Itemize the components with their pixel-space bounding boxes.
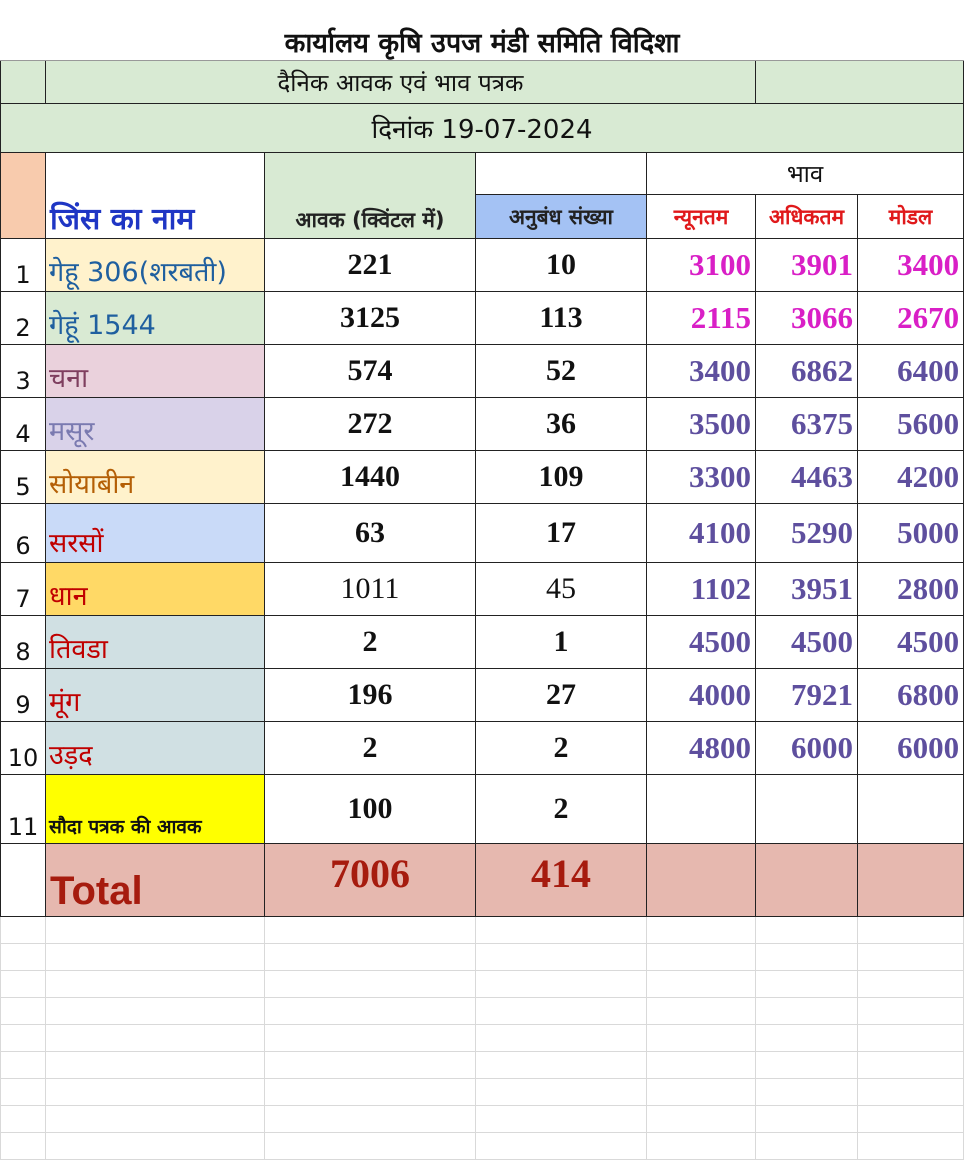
total-arrival: 7006 <box>265 844 476 917</box>
row-number: 5 <box>1 451 46 504</box>
sauda-contracts-value: 2 <box>476 775 647 844</box>
max-price: 6862 <box>756 345 858 398</box>
empty-cell <box>756 1025 858 1052</box>
empty-cell <box>1 998 46 1025</box>
table-row <box>1 669 964 722</box>
cell <box>647 775 756 844</box>
empty-grid-row <box>1 1052 964 1079</box>
cell <box>647 844 756 917</box>
empty-cell <box>46 917 265 944</box>
empty-cell <box>647 1025 756 1052</box>
empty-cell <box>756 1079 858 1106</box>
modal-price: 3400 <box>858 239 964 292</box>
cell <box>1 61 46 104</box>
empty-grid-row <box>1 1079 964 1106</box>
empty-cell <box>265 1025 476 1052</box>
min-price: 4000 <box>647 669 756 722</box>
total-label: Total <box>46 844 265 917</box>
arrival-value: 272 <box>265 398 476 451</box>
table-row <box>1 239 964 292</box>
table-row <box>1 398 964 451</box>
contracts-value: 109 <box>476 451 647 504</box>
arrival-header: आवक (क्विंटल में) <box>265 153 476 239</box>
empty-cell <box>1 1106 46 1133</box>
modal-price: 5600 <box>858 398 964 451</box>
cell <box>756 61 964 104</box>
cell <box>476 153 647 195</box>
sauda-arrival-value: 100 <box>265 775 476 844</box>
arrival-value: 574 <box>265 345 476 398</box>
min-price: 3400 <box>647 345 756 398</box>
row-number: 6 <box>1 504 46 563</box>
empty-cell <box>1 944 46 971</box>
contracts-header: अनुबंध संख्या <box>476 195 647 239</box>
empty-grid-row <box>1 1106 964 1133</box>
subtitle: दैनिक आवक एवं भाव पत्रक <box>46 61 756 104</box>
empty-cell <box>46 1106 265 1133</box>
empty-cell <box>265 1106 476 1133</box>
empty-cell <box>858 1052 964 1079</box>
empty-grid-row <box>1 917 964 944</box>
max-price: 3951 <box>756 563 858 616</box>
row-number: 3 <box>1 345 46 398</box>
crop-name: उड़द <box>46 722 265 775</box>
empty-cell <box>756 1106 858 1133</box>
max-price: 6375 <box>756 398 858 451</box>
empty-cell <box>476 1025 647 1052</box>
empty-cell <box>647 1106 756 1133</box>
name-header: जिंस का नाम <box>46 153 265 239</box>
empty-cell <box>46 1052 265 1079</box>
row-number: 1 <box>1 239 46 292</box>
crop-name: मूंग <box>46 669 265 722</box>
contracts-value: 10 <box>476 239 647 292</box>
empty-cell <box>476 1079 647 1106</box>
arrival-value: 2 <box>265 616 476 669</box>
table-row <box>1 504 964 563</box>
row-number: 2 <box>1 292 46 345</box>
max-price: 6000 <box>756 722 858 775</box>
empty-cell <box>756 998 858 1025</box>
arrival-value: 221 <box>265 239 476 292</box>
contracts-value: 45 <box>476 563 647 616</box>
row-number: 4 <box>1 398 46 451</box>
max-price: 3066 <box>756 292 858 345</box>
empty-cell <box>1 1052 46 1079</box>
empty-cell <box>46 944 265 971</box>
min-price-header: न्यूनतम <box>647 195 756 239</box>
max-price-header: अधिकतम <box>756 195 858 239</box>
empty-cell <box>265 1052 476 1079</box>
empty-cell <box>1 917 46 944</box>
empty-cell <box>46 971 265 998</box>
empty-cell <box>46 1079 265 1106</box>
empty-grid-row <box>1 944 964 971</box>
empty-cell <box>647 944 756 971</box>
empty-cell <box>858 998 964 1025</box>
empty-cell <box>46 998 265 1025</box>
empty-cell <box>858 1079 964 1106</box>
crop-name: मसूर <box>46 398 265 451</box>
empty-cell <box>647 1052 756 1079</box>
empty-cell <box>647 1133 756 1160</box>
empty-cell <box>265 1079 476 1106</box>
empty-grid-row <box>1 998 964 1025</box>
empty-cell <box>1 1133 46 1160</box>
min-price: 4100 <box>647 504 756 563</box>
table-row <box>1 345 964 398</box>
crop-name: गेहूं 1544 <box>46 292 265 345</box>
price-group-header: भाव <box>647 153 964 195</box>
min-price: 2115 <box>647 292 756 345</box>
empty-cell <box>476 971 647 998</box>
modal-price-header: मोडल <box>858 195 964 239</box>
table-row <box>1 616 964 669</box>
sn-header-cell <box>1 153 46 239</box>
empty-cell <box>756 944 858 971</box>
row-number: 7 <box>1 563 46 616</box>
table-row <box>1 722 964 775</box>
contracts-value: 17 <box>476 504 647 563</box>
cell <box>1 844 46 917</box>
cell <box>756 844 858 917</box>
report-date: दिनांक 19-07-2024 <box>1 104 964 153</box>
max-price: 3901 <box>756 239 858 292</box>
min-price: 3100 <box>647 239 756 292</box>
empty-cell <box>265 944 476 971</box>
contracts-value: 36 <box>476 398 647 451</box>
row-number: 8 <box>1 616 46 669</box>
empty-grid-row <box>1 971 964 998</box>
empty-cell <box>265 917 476 944</box>
empty-cell <box>265 1133 476 1160</box>
empty-cell <box>265 971 476 998</box>
modal-price: 4500 <box>858 616 964 669</box>
office-title: कार्यालय कृषि उपज मंडी समिति विदिशा <box>1 0 964 61</box>
empty-cell <box>647 971 756 998</box>
empty-cell <box>46 1133 265 1160</box>
empty-cell <box>265 998 476 1025</box>
arrival-value: 1440 <box>265 451 476 504</box>
max-price: 4500 <box>756 616 858 669</box>
arrival-value: 1011 <box>265 563 476 616</box>
empty-cell <box>756 971 858 998</box>
empty-cell <box>858 971 964 998</box>
modal-price: 6400 <box>858 345 964 398</box>
modal-price: 2670 <box>858 292 964 345</box>
empty-cell <box>647 1079 756 1106</box>
contracts-value: 1 <box>476 616 647 669</box>
min-price: 3500 <box>647 398 756 451</box>
contracts-value: 27 <box>476 669 647 722</box>
crop-name: सरसों <box>46 504 265 563</box>
min-price: 4800 <box>647 722 756 775</box>
total-contracts: 414 <box>476 844 647 917</box>
empty-grid-row <box>1 1025 964 1052</box>
crop-name: सोयाबीन <box>46 451 265 504</box>
empty-cell <box>1 1079 46 1106</box>
empty-cell <box>858 1025 964 1052</box>
arrival-value: 2 <box>265 722 476 775</box>
row-number: 10 <box>1 722 46 775</box>
max-price: 5290 <box>756 504 858 563</box>
crop-name: तिवडा <box>46 616 265 669</box>
empty-cell <box>476 998 647 1025</box>
empty-cell <box>46 1025 265 1052</box>
row-number: 9 <box>1 669 46 722</box>
empty-cell <box>476 1106 647 1133</box>
sauda-arrival-label: सौदा पत्रक की आवक <box>46 775 265 844</box>
arrival-value: 63 <box>265 504 476 563</box>
cell <box>858 844 964 917</box>
empty-cell <box>647 917 756 944</box>
empty-cell <box>1 971 46 998</box>
max-price: 7921 <box>756 669 858 722</box>
empty-cell <box>647 998 756 1025</box>
empty-grid-row <box>1 1133 964 1160</box>
empty-cell <box>1 1025 46 1052</box>
empty-cell <box>756 917 858 944</box>
crop-name: धान <box>46 563 265 616</box>
max-price: 4463 <box>756 451 858 504</box>
table-row <box>1 451 964 504</box>
modal-price: 4200 <box>858 451 964 504</box>
arrival-value: 196 <box>265 669 476 722</box>
empty-cell <box>858 917 964 944</box>
empty-cell <box>476 1133 647 1160</box>
table-row <box>1 292 964 345</box>
empty-cell <box>858 1133 964 1160</box>
cell <box>858 775 964 844</box>
crop-name: गेहू 306(शरबती) <box>46 239 265 292</box>
row-number: 11 <box>1 775 46 844</box>
empty-cell <box>476 1052 647 1079</box>
empty-cell <box>858 1106 964 1133</box>
table-row <box>1 563 964 616</box>
modal-price: 2800 <box>858 563 964 616</box>
empty-cell <box>756 1052 858 1079</box>
contracts-value: 52 <box>476 345 647 398</box>
min-price: 3300 <box>647 451 756 504</box>
contracts-value: 113 <box>476 292 647 345</box>
cell <box>756 775 858 844</box>
min-price: 4500 <box>647 616 756 669</box>
modal-price: 6800 <box>858 669 964 722</box>
empty-cell <box>476 917 647 944</box>
contracts-value: 2 <box>476 722 647 775</box>
modal-price: 5000 <box>858 504 964 563</box>
arrival-value: 3125 <box>265 292 476 345</box>
empty-cell <box>476 944 647 971</box>
empty-cell <box>756 1133 858 1160</box>
min-price: 1102 <box>647 563 756 616</box>
empty-cell <box>858 944 964 971</box>
modal-price: 6000 <box>858 722 964 775</box>
crop-name: चना <box>46 345 265 398</box>
